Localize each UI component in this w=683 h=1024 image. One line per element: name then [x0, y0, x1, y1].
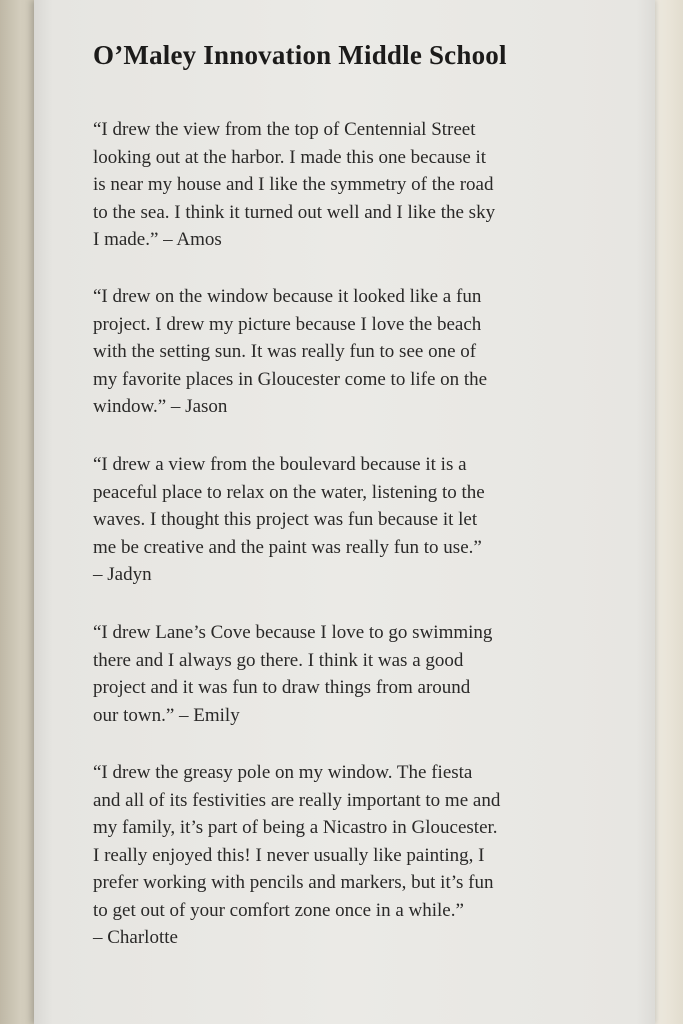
- quote-line: and all of its festivities are really important to me and: [93, 789, 501, 811]
- placard: [34, 0, 655, 1024]
- quote-line: my family, it’s part of being a Nicastro in Gloucester.: [93, 817, 498, 838]
- quote-line: to get out of your comfort zone once in a while.”: [93, 899, 464, 921]
- quote-line: window.” – Jason: [93, 396, 228, 417]
- quote-line: waves. I thought this project was fun because it let: [93, 509, 478, 530]
- quote-line: me be creative and the paint was really fun to use.”: [93, 536, 482, 558]
- quote-line: prefer working with pencils and markers, but it’s fun: [93, 872, 494, 893]
- quote-line: “I drew the view from the top of Centennial Street: [93, 119, 476, 140]
- quote-line: “I drew a view from the boulevard because it is a: [93, 454, 467, 475]
- quote-line: is near my house and I like the symmetry of the road: [93, 174, 494, 195]
- quote-line: our town.” – Emily: [93, 704, 240, 726]
- placard-title: O’Maley Innovation Middle School: [93, 40, 507, 70]
- quote-line: “I drew Lane’s Cove because I love to go swimming: [93, 622, 493, 643]
- quote-line: I really enjoyed this! I never usually like painting, I: [93, 844, 485, 866]
- quote-emily: [93, 619, 603, 729]
- quote-amos: [93, 116, 603, 254]
- quote-line: “I drew on the window because it looked like a fun: [93, 286, 482, 307]
- quote-line: – Jadyn: [93, 564, 152, 585]
- wall-right: [655, 0, 683, 1024]
- quote-line: peaceful place to relax on the water, listening to the: [93, 481, 485, 503]
- quote-line: I made.” – Amos: [93, 229, 222, 250]
- quote-line: “I drew the greasy pole on my window. The fiesta: [93, 762, 473, 783]
- quote-line: project and it was fun to draw things from around: [93, 677, 471, 698]
- quote-jadyn: [93, 451, 603, 589]
- quote-charlotte: [93, 759, 603, 952]
- quote-line: – Charlotte: [93, 927, 178, 948]
- quote-line: looking out at the harbor. I made this one because it: [93, 146, 487, 168]
- quote-jason: [93, 283, 603, 421]
- wall-left: [0, 0, 34, 1024]
- quote-line: my favorite places in Gloucester come to life on the: [93, 368, 488, 390]
- quote-line: there and I always go there. I think it was a good: [93, 649, 464, 671]
- quote-line: to the sea. I think it turned out well and I like the sky: [93, 201, 496, 223]
- quote-line: with the setting sun. It was really fun to see one of: [93, 341, 477, 362]
- quote-line: project. I drew my picture because I love the beach: [93, 313, 482, 335]
